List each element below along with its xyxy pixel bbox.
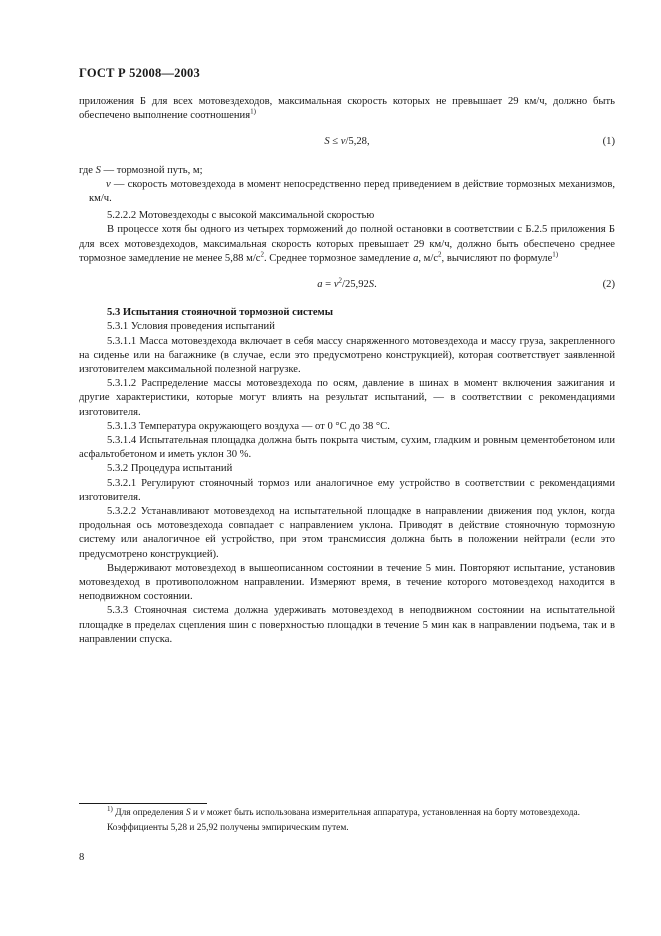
- footnote-1: $^{1)}$ Для определения S и v может быть использована измерительная аппаратура, установленная на борту мотовездехода.: [107, 804, 580, 818]
- section-5322: 5.3.2.2 Устанавливают мотовездеход на испытательной площадке в направлении движения под уклон, когда продольная ось мотовездехода совпадает с направлением уклона. Приводят в действие стояночную тормозную систему или аналогичное ей устройство, при этом трансмиссия должна быть в положении нейтрали (если это предусмотрено конструкцией).: [79, 506, 615, 560]
- paragraph-intro: приложения Б для всех мотовездеходов, максимальная скорость которых не превышает 29 км/ч, должно быть обеспечено выполнение соотношения$^{1)}$: [79, 96, 615, 122]
- formula-2: $a = v^2/25,92S$. (2): [79, 278, 615, 292]
- section-heading-53: 5.3 Испытания стояночной тормозной системы: [107, 307, 334, 319]
- section-532: 5.3.2 Процедура испытаний: [107, 463, 233, 475]
- footnote-ref: 1): [250, 107, 256, 116]
- paragraph-braking: В процессе хотя бы одного из четырех торможений до полной остановки в соответствии с Б.2.5 приложения Б для всех мотовездеходов, максимальная скорость которых превышает 29 км/ч, должно быть обеспечено среднее тормозное замедление не менее 5,88 $м/с^2$. Среднее тормозное замедление a, $м/с^2$, вычисляют по формуле$^{1)}$: [79, 224, 615, 264]
- body-text: [79, 95, 615, 647]
- section-533: 5.3.3 Стояночная система должна удерживать мотовездеход в неподвижном состоянии на испытательной площадке в пределах сцепления шин с поверхностью площадки в течение 5 мин как в направлении подъема, так и в направлении спуска.: [79, 605, 615, 645]
- section-5311: 5.3.1.1 Масса мотовездехода включает в себя массу снаряженного мотовездехода и массу груза, закрепленного на сиденье или на багажнике (в случае, если это предусмотрено конструкцией), которая соответствует заявленной изготовителем максимальной полезной нагрузке.: [79, 335, 615, 376]
- section-5313: 5.3.1.3 Температура окружающего воздуха — от 0 °С до 38 °С.: [107, 420, 390, 432]
- document-header: ГОСТ Р 52008—2003: [79, 66, 200, 80]
- formula-1-number: (1): [602, 136, 615, 148]
- footnote-2: Коэффициенты 5,28 и 25,92 получены эмпирическим путем.: [107, 822, 349, 833]
- footnote-divider: [79, 803, 207, 804]
- section-5312: 5.3.1.2 Распределение массы мотовездехода по осям, давление в шинах в момент включения зажигания и другие характеристики, которые могут влиять на результат испытаний, — в соответствии с рекомендациями изготовителя.: [79, 378, 615, 418]
- paragraph-hold: Выдерживают мотовездеход в вышеописанном состоянии в течение 5 мин. Повторяют испытание, установив мотовездеход в противоположном направлении. Измеряют время, в течение которого мотовездеход находится в неподвижном состоянии.: [79, 562, 615, 603]
- footnotes: [79, 804, 615, 835]
- section-5314: 5.3.1.4 Испытательная площадка должна быть покрыта чистым, сухим, гладким и ровным цементобетоном или асфальтобетоном и иметь уклон 30 %.: [79, 435, 615, 461]
- formula-2-number: (2): [602, 279, 615, 291]
- section-5321: 5.3.2.1 Регулируют стояночный тормоз или аналогичное ему устройство в соответствии с рекомендациями изготовителя.: [79, 477, 615, 503]
- formula-1: S ≤ v/5,28, (1): [79, 135, 615, 149]
- section-5222: 5.2.2.2 Мотовездеходы с высокой максимальной скоростью: [107, 210, 375, 222]
- footnote-ref: 1): [552, 250, 559, 259]
- where-s: где S — тормозной путь, м;: [79, 164, 203, 176]
- where-v: v — скорость мотовездехода в момент непосредственно перед приведением в действие тормозных механизмов, км/ч.: [89, 178, 615, 204]
- section-531: 5.3.1 Условия проведения испытаний: [107, 321, 275, 333]
- page-number: 8: [79, 852, 85, 863]
